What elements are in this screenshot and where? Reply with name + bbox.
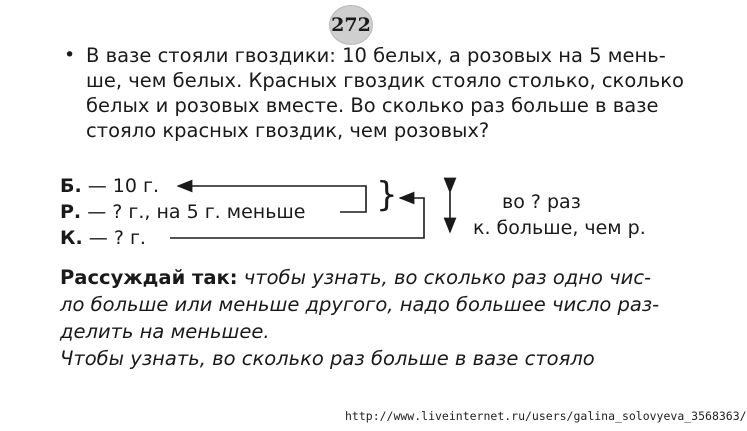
reasoning-text [60,264,680,372]
short-record-scheme [0,170,700,250]
row-letter: К. [60,227,83,249]
reasoning-line-2: ло больше или меньше другого, надо большее число раз- [60,293,660,316]
scheme-row-white [60,174,159,198]
reasoning-line-4: Чтобы узнать, во сколько раз больше в вазе стояло [60,347,595,370]
scheme-row-pink [60,200,305,224]
ratio-label-2: к. больше, чем р. [473,217,646,239]
row-letter: Р. [60,201,82,223]
row-letter: Б. [60,175,82,197]
problem-line-2: ше, чем белых. Красных гвоздик стояло столько, сколько [86,69,684,92]
bullet-icon: • [64,44,76,66]
scheme-row-red [60,226,146,250]
row-text: — 10 г. [81,175,160,197]
watermark-url: http://www.liveinternet.ru/users/galina_solovyeva_3568363/ [345,409,747,423]
page-number: 272 [331,14,371,36]
problem-line-3: белых и розовых вместе. Во сколько раз больше в вазе [86,94,659,117]
reasoning-line-1 [60,264,680,291]
page-number-badge [329,5,373,45]
problem-text [64,43,684,143]
reasoning-line-1-rest: чтобы узнать, во сколько раз одно чис- [237,266,652,289]
reasoning-label: Рассуждай так: [60,266,238,289]
row-text: — ? г. [82,227,146,249]
ratio-label-1: во ? раз [502,191,581,213]
reasoning-line-3: делить на меньшее. [60,320,270,343]
problem-line-4: стояло красных гвоздик, чем розовых? [86,119,490,142]
row-text: — ? г., на 5 г. меньше [81,201,306,223]
problem-line-1: В вазе стояли гвоздики: 10 белых, а розовых на 5 мень- [86,44,666,67]
brace-icon: } [376,175,398,215]
